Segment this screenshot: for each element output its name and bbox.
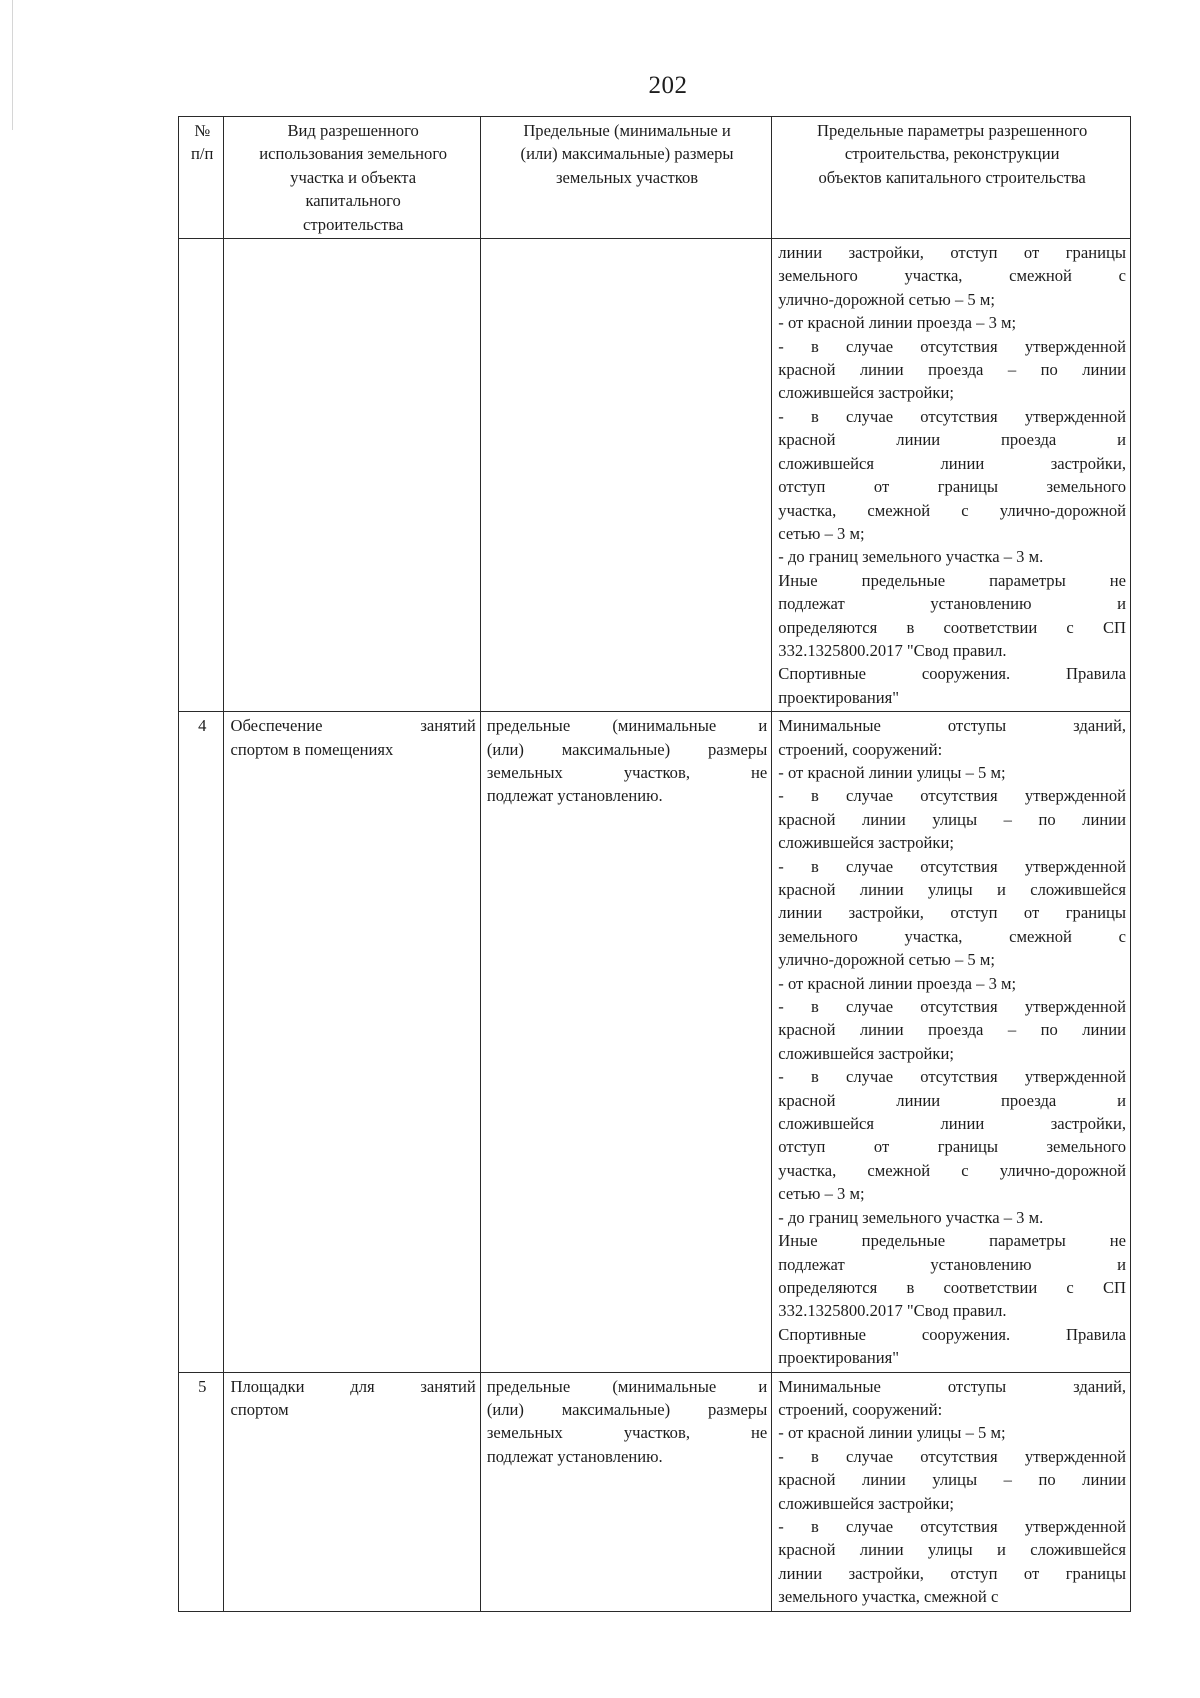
header-line: п/п (191, 144, 214, 164)
text-line: красной линии улицы и сложившейся (778, 880, 1126, 899)
row-parameters (772, 239, 1131, 712)
text-line: - до границ земельного участка – 3 м. (778, 1207, 1044, 1227)
text-line: линии застройки, отступ от границы (778, 1563, 1126, 1583)
text-line: - от красной линии улицы – 5 м; (778, 1423, 1006, 1443)
text-line: земельного участка, смежной с (778, 926, 1126, 946)
text-line: Обеспечение занятий (230, 716, 476, 736)
header-line: Предельные параметры разрешенного (817, 121, 1088, 140)
row-use-type (224, 712, 480, 1372)
text-line: - в случае отсутствия утвержденной (778, 406, 1126, 426)
text-line: красной линии проезда – по линии (778, 360, 1126, 380)
scan-edge-line (12, 0, 13, 130)
text-line: красной линии проезда – по линии (778, 1020, 1126, 1040)
text-line: - от красной линии проезда – 3 м; (778, 313, 1017, 333)
text-line: красной линии улицы – по линии (778, 809, 1126, 829)
row-number (179, 239, 224, 712)
header-line: использования земельного (259, 144, 448, 164)
text-line: участка, смежной с улично-дорожной (778, 1160, 1126, 1180)
text-line: - от красной линии улицы – 5 м; (778, 762, 1006, 782)
text-line: предельные (минимальные и (486, 1376, 768, 1396)
text-line: (или) максимальные) размеры (486, 1399, 768, 1419)
header-line: (или) максимальные) размеры (520, 144, 734, 164)
text-line: - в случае отсутствия утвержденной (778, 786, 1126, 806)
text-line: сложившейся застройки; (778, 1043, 954, 1063)
text-line: отступ от границы земельного (778, 1137, 1126, 1157)
header-num (179, 117, 224, 239)
table-header-row (179, 117, 1131, 239)
header-line: объектов капитального строительства (818, 167, 1086, 187)
text-line: Спортивные сооружения. Правила (778, 664, 1126, 684)
text-line: Минимальные отступы зданий, (778, 716, 1126, 736)
text-line: подлежат установлению. (486, 1446, 663, 1466)
text-line: подлежат установлению и (778, 594, 1126, 614)
text-line: линии застройки, отступ от границы (778, 243, 1126, 263)
text-line: Иные предельные параметры не (778, 570, 1126, 590)
text-line: Спортивные сооружения. Правила (778, 1324, 1126, 1344)
header-params (772, 117, 1131, 239)
row-use-type (224, 1372, 480, 1611)
text-line: определяются в соответствии с СП (778, 1277, 1126, 1297)
text-line: красной линии улицы – по линии (778, 1470, 1126, 1490)
header-line: строительства, реконструкции (844, 144, 1060, 164)
text-line: - в случае отсутствия утвержденной (778, 336, 1126, 356)
row-plot-size (480, 712, 771, 1372)
table-row (179, 239, 1131, 712)
row-plot-size (480, 239, 771, 712)
text-line: - в случае отсутствия утвержденной (778, 856, 1126, 876)
text-line: участка, смежной с улично-дорожной (778, 500, 1126, 520)
header-line: участка и объекта (290, 167, 417, 187)
text-line: - в случае отсутствия утвержденной (778, 997, 1126, 1017)
table-row (179, 712, 1131, 1372)
header-line: Предельные (минимальные и (523, 121, 731, 140)
page-number: 202 (648, 72, 688, 99)
row-use-type (224, 239, 480, 712)
row-number: 4 (179, 712, 224, 1372)
text-line: подлежат установлению и (778, 1254, 1126, 1274)
text-line: 332.1325800.2017 "Свод правил. (778, 640, 1007, 660)
text-line: спортом в помещениях (230, 739, 394, 759)
text-line: линии застройки, отступ от границы (778, 903, 1126, 923)
land-use-table (178, 116, 1131, 1612)
text-line: строений, сооружений: (778, 739, 943, 759)
text-line: отступ от границы земельного (778, 477, 1126, 497)
row-parameters (772, 712, 1131, 1372)
text-line: улично-дорожной сетью – 5 м; (778, 950, 995, 970)
text-line: спортом (230, 1399, 289, 1419)
header-size (480, 117, 771, 239)
header-line: земельных участков (556, 167, 699, 187)
text-line: - в случае отсутствия утвержденной (778, 1446, 1126, 1466)
row-parameters (772, 1372, 1131, 1611)
text-line: - до границ земельного участка – 3 м. (778, 547, 1044, 567)
text-line: - в случае отсутствия утвержденной (778, 1516, 1126, 1536)
text-line: сложившейся застройки; (778, 833, 954, 853)
text-line: улично-дорожной сетью – 5 м; (778, 289, 995, 309)
text-line: земельного участка, смежной с (778, 266, 1126, 286)
row-number: 5 (179, 1372, 224, 1611)
text-line: 332.1325800.2017 "Свод правил. (778, 1301, 1007, 1321)
text-line: красной линии проезда и (778, 430, 1126, 450)
text-line: Площадки для занятий (230, 1376, 476, 1396)
text-line: красной линии проезда и (778, 1090, 1126, 1110)
row-plot-size (480, 1372, 771, 1611)
text-line: сетью – 3 м; (778, 523, 865, 543)
text-line: подлежат установлению. (486, 786, 663, 806)
text-line: сложившейся линии застройки, (778, 453, 1126, 473)
text-line: - от красной линии проезда – 3 м; (778, 973, 1017, 993)
text-line: определяются в соответствии с СП (778, 617, 1126, 637)
header-type (224, 117, 480, 239)
text-line: строений, сооружений: (778, 1399, 943, 1419)
text-line: красной линии улицы и сложившейся (778, 1540, 1126, 1560)
header-line: строительства (302, 214, 404, 234)
text-line: сетью – 3 м; (778, 1184, 865, 1204)
header-line: капитального (305, 191, 401, 211)
table-row (179, 1372, 1131, 1611)
text-line: сложившейся застройки; (778, 1493, 954, 1513)
text-line: (или) максимальные) размеры (486, 739, 768, 759)
header-line: № (194, 121, 211, 140)
text-line: проектирования" (778, 1348, 900, 1368)
header-line: Вид разрешенного (287, 121, 419, 140)
text-line: - в случае отсутствия утвержденной (778, 1067, 1126, 1087)
text-line: Иные предельные параметры не (778, 1231, 1126, 1251)
text-line: предельные (минимальные и (486, 716, 768, 736)
text-line: земельных участков, не (486, 762, 768, 782)
text-line: земельных участков, не (486, 1423, 768, 1443)
text-line: земельного участка, смежной с (778, 1587, 999, 1607)
text-line: проектирования" (778, 687, 900, 707)
text-line: Минимальные отступы зданий, (778, 1376, 1126, 1396)
text-line: сложившейся линии застройки, (778, 1114, 1126, 1134)
text-line: сложившейся застройки; (778, 383, 954, 403)
